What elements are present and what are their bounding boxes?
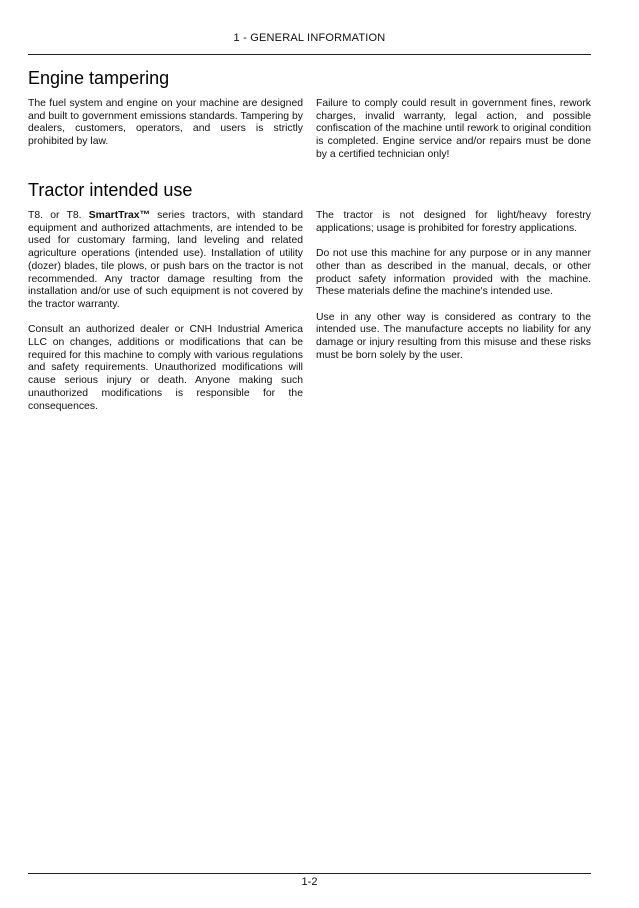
paragraph: The tractor is not designed for light/heavy forestry applications; usage is prohibited for forestry applications. (316, 210, 591, 234)
paragraph-rest: series tractors, with standard equipment and authorized attachments, are intended to be used for customary farming, land leveling and related agriculture operations (intended use). Installation of utility (dozer) blades, tile plows, or push bars on the tractor is not recommended. Any tractor damage resulting from the installation and/or use of such equipment is not covered by the tractor warranty. (28, 210, 303, 310)
paragraph: Consult an authorized dealer or CNH Industrial America LLC on changes, additions or modifications that can be required for this machine to comply with various regulations and safety requirements. Unauthorized modifications will cause serious injury or death. Anyone making such unauthorized modifications is responsible for the consequences. (28, 324, 303, 412)
engine-tampering-right-column (316, 98, 591, 174)
section-title-tractor-intended-use: Tractor intended use (28, 180, 193, 200)
section-title-engine-tampering: Engine tampering (28, 68, 170, 88)
brand-name: SmartTrax™ (88, 210, 150, 221)
page-number: 1-2 (301, 876, 318, 888)
paragraph: Use in any other way is considered as contrary to the intended use. The manufacture accepts no liability for any damage or injury resulting from this misuse and these risks must be born solely by the user. (316, 311, 591, 361)
page-header: 1 - GENERAL INFORMATION (233, 32, 386, 44)
footer-divider (28, 873, 591, 874)
paragraph-intended-use-intro (28, 210, 303, 312)
intended-use-right-column (316, 210, 591, 375)
paragraph: Do not use this machine for any purpose or in any manner other than as described in the manual, decals, or other product safety information provided with the machine. These materials define the machine's intended use. (316, 248, 591, 298)
header-divider (28, 54, 591, 55)
paragraph: Failure to comply could result in government fines, rework charges, invalid warranty, legal action, and possible confiscation of the machine until rework to original condition is completed. Engine service and/or repairs must be done by a certified technician only! (316, 98, 591, 160)
paragraph: The fuel system and engine on your machine are designed and built to government emissions standards. Tampering by dealers, customers, operators, and users is strictly prohibited by law. (28, 98, 303, 148)
model-prefix: T8. or T8. (28, 210, 89, 221)
intended-use-left-column (28, 210, 303, 426)
engine-tampering-left-column (28, 98, 303, 162)
